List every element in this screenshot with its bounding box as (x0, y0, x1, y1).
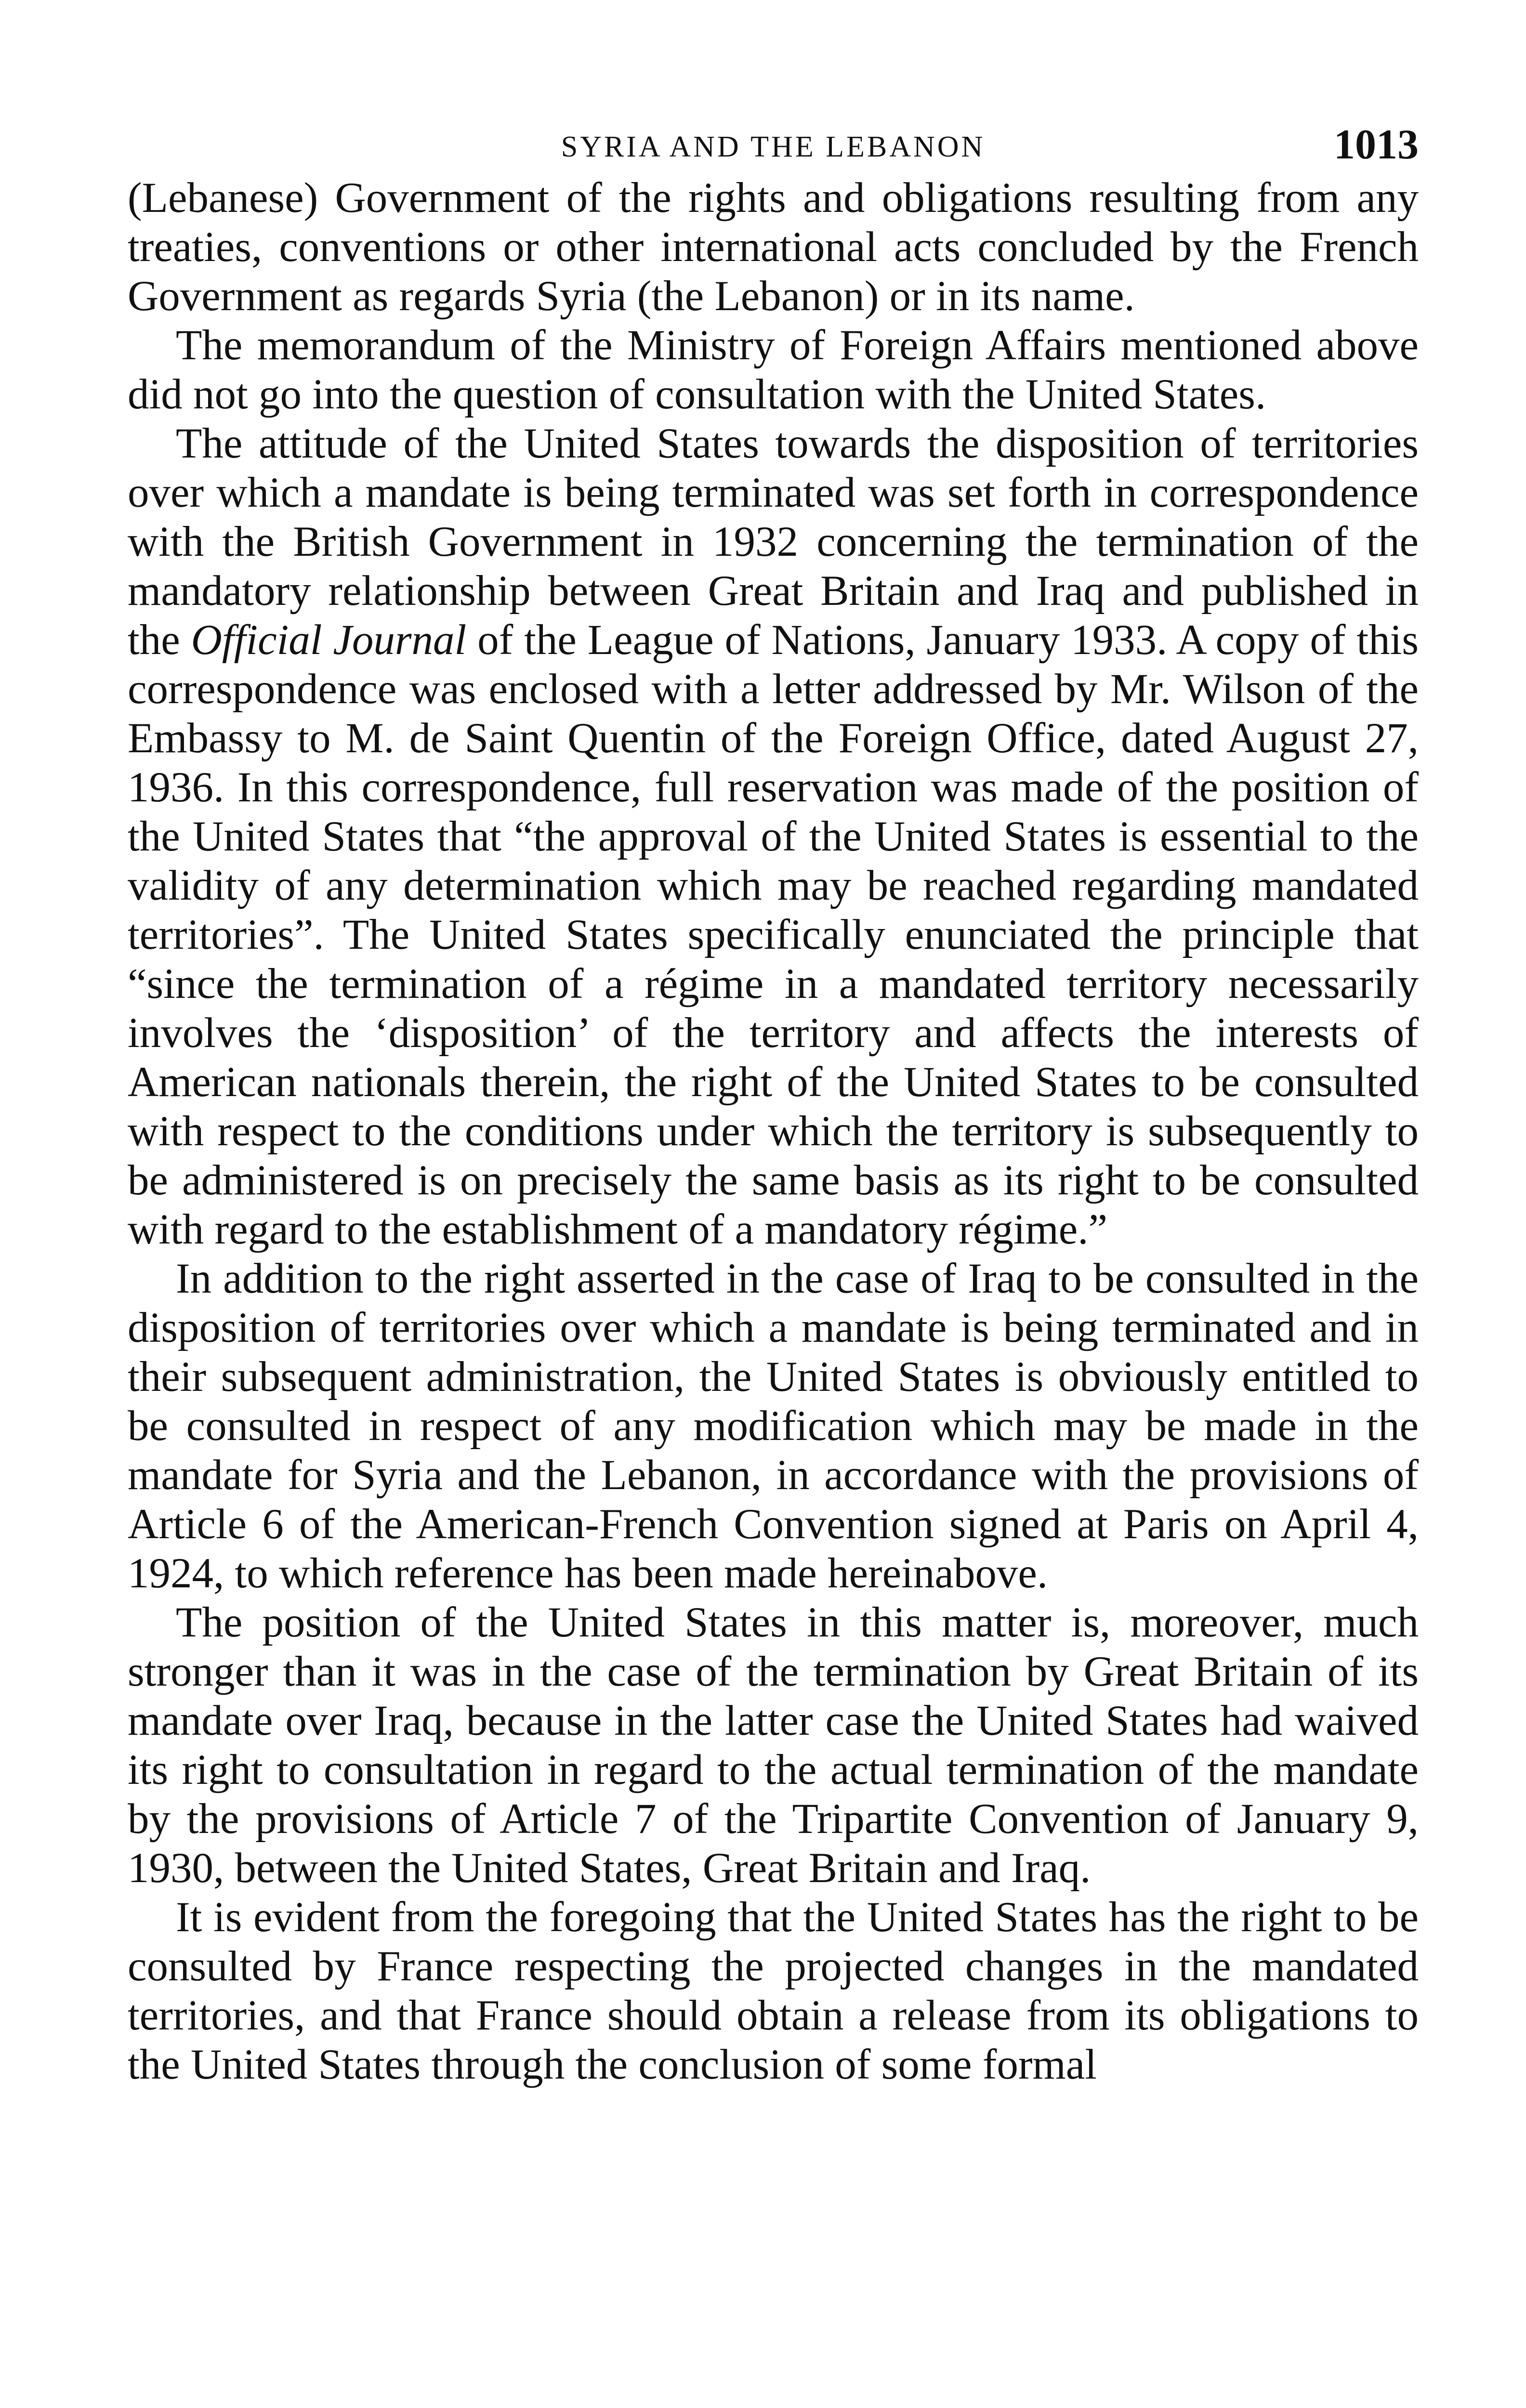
official-journal-title: Official Journal (191, 616, 467, 664)
paragraph-2: The memorandum of the Ministry of Foreign Affairs mentioned above did not go into the question of consultation with the United States. (128, 322, 1419, 418)
paragraph-3 (128, 419, 1419, 1254)
page-number: 1013 (1334, 121, 1419, 168)
paragraph-5: The position of the United States in this matter is, moreover, much stronger than it was in the case of the termination by Great Britain of its mandate over Iraq, because in the latter case the United States had waived its right to consultation in regard to the actual termination of the mandate by the provisions of Article 7 of the Tripartite Convention of January 9, 1930, between the United States, Great Britain and Iraq. (128, 1599, 1419, 1892)
body-text (128, 173, 1419, 2089)
running-head (128, 120, 1419, 173)
paragraph-1: (Lebanese) Government of the rights and obligations resulting from any treaties, conventions or other international acts concluded by the French Government as regards Syria (the Lebanon) or in its name. (128, 174, 1419, 320)
paragraph-4: In addition to the right asserted in the case of Iraq to be consulted in the disposition of territories over which a mandate is being terminated and in their subsequent administration, the United States is obviously entitled to be consulted in respect of any modification which may be made in the mandate for Syria and the Lebanon, in accordance with the provisions of Article 6 of the American-French Convention signed at Paris on April 4, 1924, to which reference has been made hereinabove. (128, 1255, 1419, 1597)
running-title: SYRIA AND THE LEBANON (561, 131, 986, 163)
paragraph-3-text-a: The attitude of the United States towards the disposition of territories over which a mandate is being terminated was set forth in correspondence with the British Government in 1932 concerning the termination of the mandatory relationship between Great Britain and Iraq and published in the (128, 420, 1419, 664)
document-page (128, 120, 1419, 2089)
paragraph-6: It is evident from the foregoing that the United States has the right to be consulted by France respecting the projected changes in the mandated territories, and that France should obtain a release from its obligations to the United States through the conclusion of some formal (128, 1894, 1419, 2088)
paragraph-3-text-b: of the League of Nations, January 1933. A copy of this correspondence was enclosed with a letter addressed by Mr. Wilson of the Embassy to M. de Saint Quentin of the Foreign Office, dated August 27, 1936. In this correspondence, full reservation was made of the position of the United States that “the approval of the United States is essential to the validity of any determination which may be reached regarding mandated territories”. The United States specifically enunciated the principle that “since the termination of a régime in a mandated territory necessarily involves the ‘disposition’ of the territory and affects the interests of American nationals therein, the right of the United States to be consulted with respect to the conditions under which the territory is subsequently to be administered is on precisely the same basis as its right to be consulted with regard to the establishment of a mandatory régime.” (128, 616, 1419, 1253)
